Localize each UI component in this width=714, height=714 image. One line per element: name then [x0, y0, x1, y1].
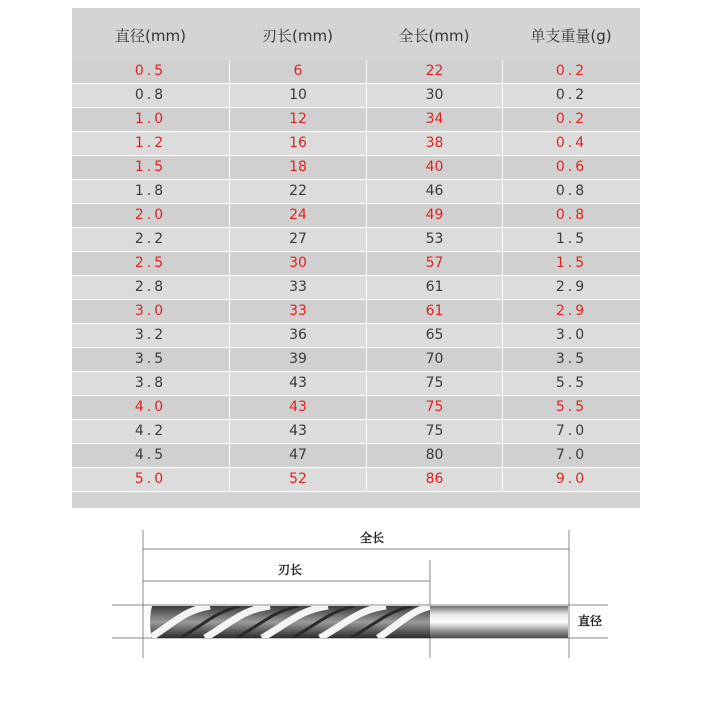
cell-weight: 5.5 [502, 372, 640, 396]
cell-flute-length: 43 [229, 396, 366, 420]
table-row [72, 252, 640, 276]
cell-weight: 2.9 [502, 276, 640, 300]
cell-total-length: 57 [366, 252, 502, 276]
header-flute-length: 刃长(mm) [262, 27, 333, 45]
cell-weight: 0.2 [502, 108, 640, 132]
header-diameter: 直径(mm) [115, 27, 186, 45]
cell-total-length: 70 [366, 348, 502, 372]
cell-diameter: 4.0 [72, 396, 229, 420]
cell-diameter: 3.5 [72, 348, 229, 372]
drill-shank [428, 606, 568, 638]
cell-flute-length: 43 [229, 420, 366, 444]
cell-diameter: 3.8 [72, 372, 229, 396]
table-row [72, 396, 640, 420]
cell-flute-length: 33 [229, 276, 366, 300]
cell-weight: 7.0 [502, 420, 640, 444]
cell-total-length: 61 [366, 276, 502, 300]
cell-flute-length: 22 [229, 180, 366, 204]
cell-weight: 3.5 [502, 348, 640, 372]
table-row [72, 84, 640, 108]
table-row [72, 156, 640, 180]
cell-diameter: 2.8 [72, 276, 229, 300]
cell-total-length: 75 [366, 420, 502, 444]
table-row [72, 468, 640, 492]
cell-diameter: 1.8 [72, 180, 229, 204]
cell-diameter: 4.5 [72, 444, 229, 468]
cell-weight: 7.0 [502, 444, 640, 468]
header-total-length: 全长(mm) [398, 27, 470, 45]
cell-total-length: 22 [366, 60, 502, 84]
cell-total-length: 80 [366, 444, 502, 468]
table-row [72, 348, 640, 372]
cell-diameter: 0.5 [72, 60, 229, 84]
cell-weight: 2.9 [502, 300, 640, 324]
cell-diameter: 3.2 [72, 324, 229, 348]
cell-flute-length: 43 [229, 372, 366, 396]
table-row [72, 420, 640, 444]
cell-total-length: 34 [366, 108, 502, 132]
cell-diameter: 1.0 [72, 108, 229, 132]
cell-flute-length: 47 [229, 444, 366, 468]
flute-length-label: 刃长 [277, 563, 303, 577]
cell-total-length: 61 [366, 300, 502, 324]
table-row [72, 228, 640, 252]
table-row [72, 300, 640, 324]
cell-diameter: 2.5 [72, 252, 229, 276]
table-row [72, 324, 640, 348]
cell-flute-length: 52 [229, 468, 366, 492]
drill-bit [150, 606, 568, 638]
cell-flute-length: 36 [229, 324, 366, 348]
cell-diameter: 2.2 [72, 228, 229, 252]
table-row [72, 108, 640, 132]
cell-diameter: 1.5 [72, 156, 229, 180]
cell-weight: 0.2 [502, 84, 640, 108]
cell-weight: 1.5 [502, 228, 640, 252]
cell-total-length: 49 [366, 204, 502, 228]
cell-flute-length: 10 [229, 84, 366, 108]
table-row [72, 444, 640, 468]
cell-flute-length: 39 [229, 348, 366, 372]
table-row [72, 372, 640, 396]
cell-diameter: 0.8 [72, 84, 229, 108]
table-row [72, 204, 640, 228]
header-weight: 单支重量(g) [530, 27, 612, 45]
drill-diagram [0, 510, 714, 710]
cell-total-length: 75 [366, 396, 502, 420]
cell-weight: 0.8 [502, 180, 640, 204]
total-length-label: 全长 [359, 531, 385, 545]
table-row [72, 60, 640, 84]
cell-weight: 3.0 [502, 324, 640, 348]
cell-weight: 0.8 [502, 204, 640, 228]
cell-weight: 1.5 [502, 252, 640, 276]
cell-flute-length: 33 [229, 300, 366, 324]
cell-flute-length: 27 [229, 228, 366, 252]
cell-weight: 9.0 [502, 468, 640, 492]
cell-weight: 0.6 [502, 156, 640, 180]
cell-diameter: 3.0 [72, 300, 229, 324]
table-header [72, 12, 640, 60]
cell-total-length: 40 [366, 156, 502, 180]
cell-total-length: 38 [366, 132, 502, 156]
cell-total-length: 65 [366, 324, 502, 348]
cell-total-length: 46 [366, 180, 502, 204]
cell-total-length: 53 [366, 228, 502, 252]
cell-flute-length: 18 [229, 156, 366, 180]
cell-flute-length: 24 [229, 204, 366, 228]
cell-diameter: 2.0 [72, 204, 229, 228]
cell-flute-length: 12 [229, 108, 366, 132]
table-row [72, 276, 640, 300]
cell-total-length: 30 [366, 84, 502, 108]
cell-flute-length: 6 [229, 60, 366, 84]
cell-total-length: 86 [366, 468, 502, 492]
cell-diameter: 4.2 [72, 420, 229, 444]
cell-diameter: 5.0 [72, 468, 229, 492]
cell-weight: 0.4 [502, 132, 640, 156]
diameter-label: 直径 [578, 614, 603, 628]
table-body [72, 60, 640, 492]
cell-weight: 0.2 [502, 60, 640, 84]
table-row [72, 180, 640, 204]
spec-table [72, 8, 640, 508]
cell-total-length: 75 [366, 372, 502, 396]
cell-weight: 5.5 [502, 396, 640, 420]
cell-diameter: 1.2 [72, 132, 229, 156]
cell-flute-length: 30 [229, 252, 366, 276]
table-row [72, 132, 640, 156]
cell-flute-length: 16 [229, 132, 366, 156]
